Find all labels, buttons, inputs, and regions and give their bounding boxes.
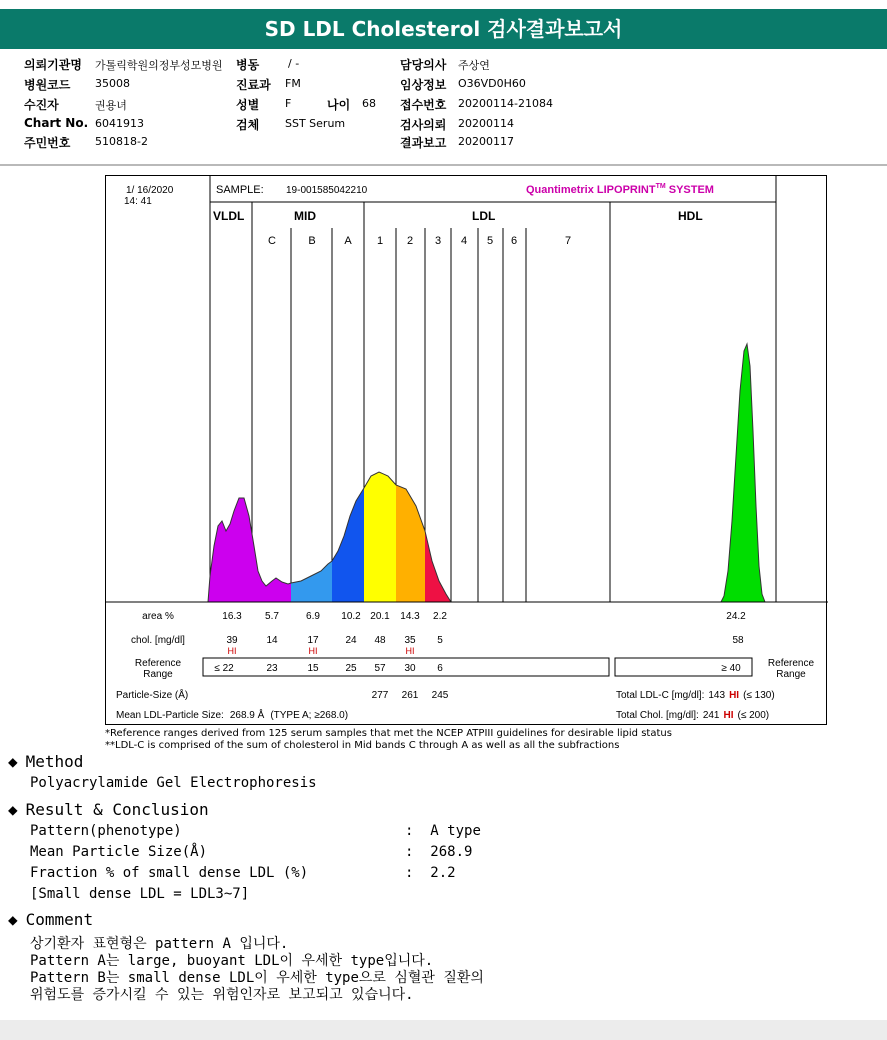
result-value: : 2.2 [405, 865, 456, 881]
ref-hdl: ≥ 40 [721, 663, 741, 674]
ref-row [214, 663, 741, 674]
area-c: 5.7 [265, 611, 279, 622]
chol-a: 24 [345, 635, 357, 646]
diamond-bullet-icon: ◆ [8, 800, 18, 819]
ldl1-region [364, 472, 396, 602]
report-date-value: 20200117 [458, 135, 514, 148]
doctor-label: 담당의사 [400, 58, 447, 72]
flag-vldl: HI [227, 646, 237, 656]
age-value: 68 [362, 97, 376, 110]
chol-label: chol. [mg/dl] [131, 635, 185, 646]
band-label-7: 7 [564, 235, 572, 247]
area-vldl: 16.3 [222, 611, 242, 622]
dept-label: 진료과 [236, 78, 271, 92]
area-hdl: 24.2 [726, 611, 746, 622]
area-ldl3: 2.2 [433, 611, 447, 622]
age-label: 나이 [327, 98, 351, 112]
institution-value: 가톨릭학원의정부성모병원 [95, 59, 223, 72]
band-label-5: 5 [486, 235, 494, 247]
area-row [142, 611, 746, 622]
receipt-label: 접수번호 [400, 98, 447, 112]
ref-label-left: Reference Range [134, 658, 182, 680]
ref-ldl2: 30 [404, 663, 416, 674]
footnote-2: **LDL-C is comprised of the sum of cholesterol in Mid bands C through A as well as all the subfractions [105, 740, 620, 751]
chol-ldl2: 35 [404, 635, 416, 646]
band-separators [252, 202, 610, 602]
ps-ldl2: 261 [401, 690, 419, 701]
sample-label: SAMPLE: [216, 184, 264, 196]
vldl-peak [208, 498, 291, 602]
mid-a-region [332, 488, 364, 602]
chol-b: 17 [307, 635, 319, 646]
ward-label: 병동 [236, 58, 260, 72]
sample-id: 19-001585042210 [286, 185, 368, 196]
receipt-value: 20200114-21084 [458, 97, 553, 110]
report-date: 1/ 16/2020 [126, 185, 174, 196]
diamond-bullet-icon: ◆ [8, 752, 18, 771]
ref-ldl1: 57 [374, 663, 386, 674]
comment-heading: ◆ Comment [8, 910, 94, 929]
band-label-3: 3 [434, 235, 442, 247]
lipoprint-graph [106, 176, 828, 726]
header-divider [0, 164, 887, 166]
ldl2-region [396, 485, 425, 602]
chart-no-label: Chart No. [24, 116, 89, 130]
band-label-1: 1 [376, 235, 384, 247]
chol-ldl3: 5 [437, 635, 443, 646]
lipoprint-report [105, 175, 827, 725]
ref-b: 15 [307, 663, 319, 674]
area-label: area % [142, 611, 174, 622]
ldl3-region [425, 531, 451, 602]
total-chol-line: Total Chol. [mg/dl]: 241 HI (≤ 200) [616, 710, 770, 721]
report-title: SD LDL Cholesterol 검사결과보고서 [0, 9, 887, 49]
result-value: : A type [405, 823, 481, 839]
method-heading: ◆ Method [8, 752, 84, 771]
dept-value: FM [285, 77, 301, 90]
chart-no-value: 6041913 [95, 117, 144, 130]
total-ldl-line: Total LDL-C [mg/dl]: 143 HI (≤ 130) [616, 690, 775, 701]
chol-row [131, 635, 744, 646]
group-hdl: HDL [678, 209, 703, 223]
comment-line: Pattern A는 large, buoyant LDL이 우세한 type입니다. [30, 953, 434, 969]
hospital-code-value: 35008 [95, 77, 130, 90]
band-label-4: 4 [460, 235, 468, 247]
group-ldl: LDL [472, 209, 496, 223]
ref-c: 23 [266, 663, 278, 674]
hospital-code-label: 병원코드 [24, 78, 71, 92]
band-label-a: A [344, 235, 352, 247]
comment-line: 상기환자 표현형은 pattern A 입니다. [30, 936, 289, 952]
specimen-value: SST Serum [285, 117, 346, 130]
chol-c: 14 [266, 635, 278, 646]
sex-value: F [285, 97, 292, 110]
method-text: Polyacrylamide Gel Electrophoresis [30, 775, 317, 791]
densitometry-curve [208, 344, 765, 602]
clinical-value: O36VD0H60 [458, 77, 526, 90]
sex-label: 성별 [236, 98, 260, 112]
particle-size-row [372, 690, 449, 701]
ps-ldl1: 277 [371, 690, 389, 701]
footnote-1: *Reference ranges derived from 125 serum samples that met the NCEP ATPIII guidelines for desirable lipid status [105, 728, 672, 739]
comment-line: Pattern B는 small dense LDL이 우세한 type으로 심혈관 질환의 [30, 970, 484, 986]
request-label: 검사의뢰 [400, 118, 447, 132]
result-row: Fraction % of small dense LDL (%) [30, 865, 309, 881]
band-label-c: C [268, 235, 276, 247]
flag-ldl2: HI [405, 646, 415, 656]
area-ldl2: 14.3 [400, 611, 420, 622]
result-heading: ◆ Result & Conclusion [8, 800, 209, 819]
chol-ldl1: 48 [374, 635, 386, 646]
group-mid: MID [294, 209, 316, 223]
id-value: 510818-2 [95, 135, 148, 148]
mean-size-line: Mean LDL-Particle Size: 268.9 Å (TYPE A; ≥268.0) [116, 710, 349, 721]
area-ldl1: 20.1 [370, 611, 390, 622]
bottom-bar [0, 1020, 887, 1040]
institution-label: 의뢰기관명 [24, 58, 82, 72]
comment-line: 위험도를 증가시킬 수 있는 위험인자로 보고되고 있습니다. [30, 987, 414, 1003]
diamond-bullet-icon: ◆ [8, 910, 18, 929]
result-row: Mean Particle Size(Å) [30, 844, 208, 860]
band-label-2: 2 [406, 235, 414, 247]
result-note: [Small dense LDL = LDL3~7] [30, 886, 250, 902]
area-a: 10.2 [341, 611, 361, 622]
ps-ldl3: 245 [431, 690, 449, 701]
result-value: : 268.9 [405, 844, 473, 860]
chol-vldl: 39 [226, 635, 238, 646]
area-b: 6.9 [306, 611, 320, 622]
report-date-label: 결과보고 [400, 136, 447, 150]
patient-info-header [0, 50, 887, 165]
brand-name: Quantimetrix LIPOPRINT™ SYSTEM [526, 183, 714, 196]
ref-a: 25 [345, 663, 357, 674]
ref-ldl3: 6 [437, 663, 443, 674]
ref-label-right: Reference Range [767, 658, 815, 680]
flag-b: HI [308, 646, 318, 656]
report-time: 14: 41 [124, 196, 152, 207]
ref-vldl: ≤ 22 [214, 663, 234, 674]
patient-label: 수진자 [24, 98, 59, 112]
band-label-b: B [308, 235, 316, 247]
chol-hdl: 58 [732, 635, 744, 646]
band-label-6: 6 [510, 235, 518, 247]
request-value: 20200114 [458, 117, 514, 130]
id-label: 주민번호 [24, 136, 71, 150]
ward-value: / - [288, 57, 300, 70]
specimen-label: 검체 [236, 118, 260, 132]
clinical-label: 임상정보 [400, 78, 447, 92]
group-vldl: VLDL [213, 209, 245, 223]
chol-flags [228, 646, 415, 656]
doctor-value: 주상연 [458, 59, 490, 72]
result-row: Pattern(phenotype) [30, 823, 182, 839]
particle-size-label: Particle-Size (Å) [116, 690, 189, 701]
patient-value: 권용녀 [95, 99, 127, 112]
